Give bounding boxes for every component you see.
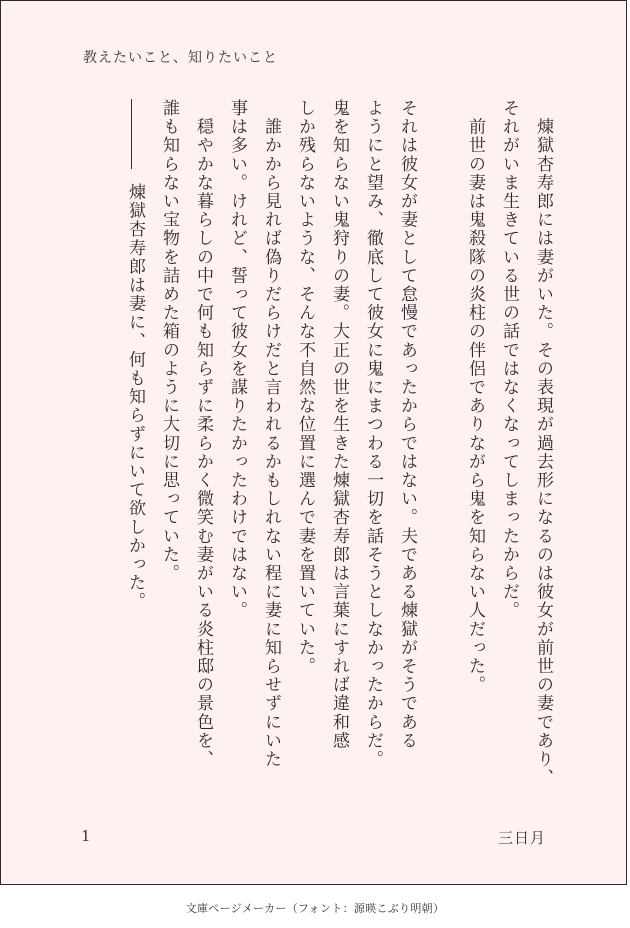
text-line: ようにと望み、徹底して彼女に鬼にまつわる一切を話そうとしなかったからだ。	[363, 99, 383, 769]
text-line: それは彼女が妻として怠慢であったからではない。夫である煉獄がそうである	[397, 99, 417, 750]
credit-footer: 文庫ページメーカー（フォント：源暎こぶり明朝）	[185, 902, 445, 915]
text-line: 煉獄杏寿郎には妻がいた。その表現が過去形になるのは彼女が前世の妻であり、	[533, 99, 553, 788]
text-line: 誰かから見れば偽りだらけだと言われるかもしれない程に妻に知らせずにいた	[261, 99, 281, 769]
text-line: それがいま生きている世の話ではなくなってしまったからだ。	[499, 99, 519, 620]
author-name: 三日月	[497, 829, 546, 847]
text-line: 事は多い。けれど、誓って彼女を謀りたかったわけではない。	[227, 99, 247, 620]
text-line: 前世の妻は鬼殺隊の炎柱の伴侶でありながら鬼を知らない人だった。	[465, 99, 485, 695]
text-line: 誰も知らない宝物を詰めた箱のように大切に思っていた。	[159, 99, 179, 583]
dash-rule	[131, 99, 132, 169]
text-line: 煉獄杏寿郎は妻に、何も知らずにいて欲しかった。	[125, 183, 145, 611]
text-line-with-dash	[118, 99, 152, 799]
text-line: しか残らないような、そんな不自然な位置に選んで妻を置いていた。	[295, 99, 315, 676]
text-line: 鬼を知らない鬼狩りの妻。大正の世を生きた煉獄杏寿郎は言葉にすれば違和感	[329, 99, 349, 750]
page-number: 1	[81, 827, 91, 845]
page-header-title: 教えたいこと、知りたいこと	[83, 50, 278, 66]
text-line: 穏やかな暮らしの中で何も知らずに柔らかく微笑む妻がいる炎柱邸の景色を、	[193, 99, 213, 769]
vertical-text-body	[80, 99, 560, 799]
